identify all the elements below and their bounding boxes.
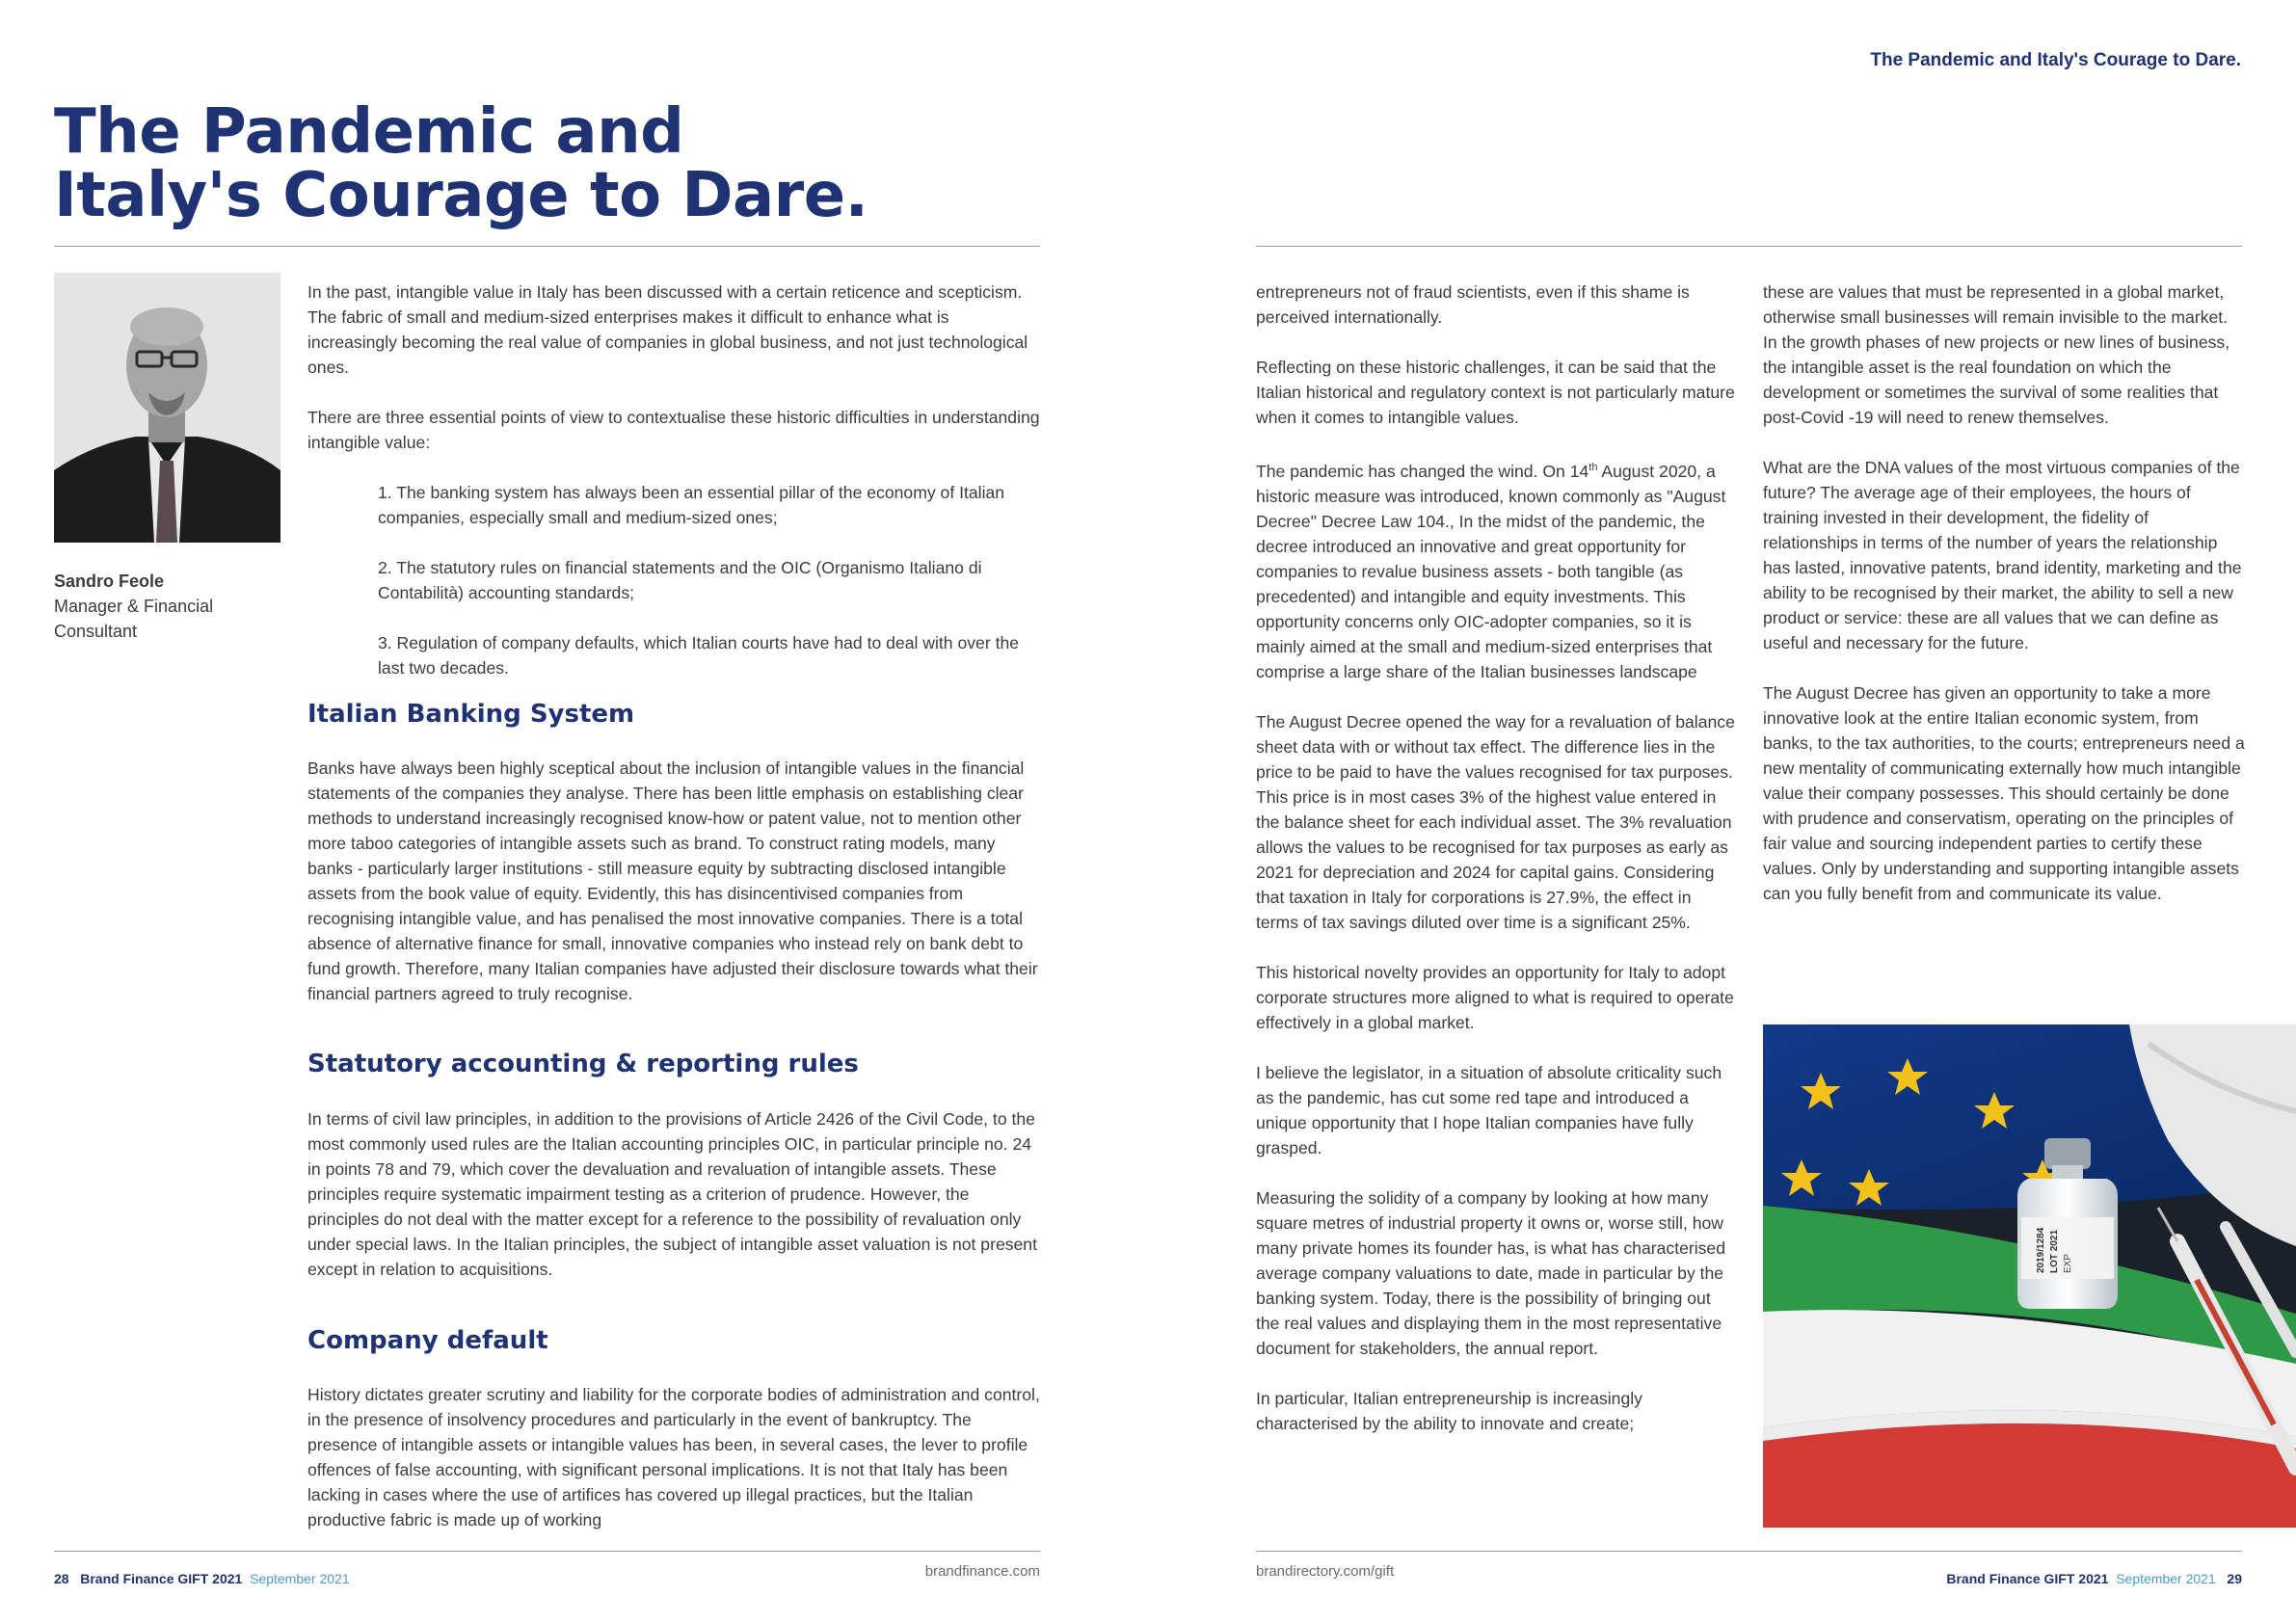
section-text-banking — [307, 756, 1042, 1006]
col3-p3-after: August 2020, a historic measure was introduced, known commonly as "August Decree" Decree Law 104., In the midst of the pandemic, the decree introduced an innovative and great opportunity for companies to revalue business assets - both tangible (as precedented) and intangible and equity investments. This opportunity concerns only OIC-adopter companies, so it is mainly aimed at the small and medium-sized enterprises that comprise a large share of the Italian businesses landscape — [1256, 461, 1726, 681]
points-list — [307, 480, 1042, 680]
title-line-2: Italy's Courage to Dare. — [54, 160, 868, 231]
page-number-right: 29 — [2227, 1571, 2242, 1586]
publication-right: Brand Finance GIFT 2021 — [1946, 1571, 2109, 1586]
author-portrait-image — [54, 273, 280, 543]
left-top-rule — [54, 246, 1040, 247]
col4-paragraph-3: The August Decree has given an opportunity to take a more innovative look at the entire Italian economic system, from banks, to the tax authorities, to the courts; entrepreneurs need a new mentality of communicating externally how much intangible value their company possesses. This should certainly be done with prudence and conservatism, operating on the principles of fair value and sourcing independent parties to certify these values. Only by understanding and supporting intangible assets can you fully benefit from and communicate its value. — [1763, 683, 2245, 903]
vial-label-line-1: 2019/1284 — [2036, 1227, 2046, 1273]
author-role-line-2: Consultant — [54, 622, 138, 641]
intro-paragraph-1: In the past, intangible value in Italy has been discussed with a certain reticence and scepticism. The fabric of small and medium-sized enterprises makes it difficult to enhance what is increasingly becoming the real value of companies in global business, and not just technological ones. — [307, 282, 1028, 377]
section-heading-banking: Italian Banking System — [307, 700, 635, 729]
section-heading-statutory: Statutory accounting & reporting rules — [307, 1050, 859, 1078]
vaccine-flag-photo — [1763, 1024, 2296, 1528]
publication-left: Brand Finance GIFT 2021 — [80, 1571, 243, 1586]
left-bottom-rule — [54, 1551, 1040, 1552]
section-text-default — [307, 1382, 1042, 1532]
running-head: The Pandemic and Italy's Courage to Dare. — [1870, 50, 2241, 70]
title-line-1: The Pandemic and — [54, 96, 684, 168]
right-page-column-1 — [1256, 279, 1736, 1436]
author-role-line-1: Manager & Financial — [54, 597, 214, 616]
col3-paragraph-1: entrepreneurs not of fraud scientists, even if this shame is perceived internationally. — [1256, 282, 1690, 327]
section-heading-default: Company default — [307, 1326, 548, 1355]
left-page-main-column — [307, 279, 1042, 680]
vial-label-line-3: EXP — [2063, 1253, 2073, 1273]
col3-p3-before: The pandemic has changed the wind. On 14 — [1256, 461, 1589, 481]
author-name: Sandro Feole — [54, 572, 165, 591]
date-left: September 2021 — [250, 1571, 350, 1586]
banking-paragraph: Banks have always been highly sceptical about the inclusion of intangible values in the financial statements of the companies they analyse. There has been little emphasis on establishing clear methods to understand increasingly recognised know-how or patent value, not to mention other more taboo categories of intangible assets such as brand. To construct rating models, many banks - particularly larger institutions - still measure equity by subtracting disclosed intangible assets from the book value of equity. Evidently, this has disincentivised companies from recognising intangible value, and has penalised the most innovative companies. There is a total absence of alternative finance for small, innovative companies who instead rely on bank debt to fund growth. Therefore, many Italian companies have adjusted their disclosure towards what their financial partners agreed to truly recognise. — [307, 758, 1038, 1003]
col3-paragraph-6: I believe the legislator, in a situation of absolute criticality such as the pandemic, has cut some red tape and introduced a unique opportunity that I hope Italian companies have fully grasped. — [1256, 1062, 1722, 1157]
col3-paragraph-8: In particular, Italian entrepreneurship is increasingly characterised by the ability to innovate and create; — [1256, 1388, 1642, 1433]
vial-label-line-2: LOT 2021 — [2049, 1229, 2060, 1273]
footer-right — [1946, 1571, 2242, 1586]
col3-paragraph-5: This historical novelty provides an opportunity for Italy to adopt corporate structures more aligned to what is required to operate effectively in a global market. — [1256, 962, 1734, 1032]
col3-p3-sup: th — [1589, 462, 1598, 473]
footer-url-right[interactable]: brandirectory.com/gift — [1256, 1563, 1395, 1580]
point-2: 2. The statutory rules on financial statements and the OIC (Organismo Italiano di Contabilità) accounting standards; — [378, 558, 982, 602]
col3-paragraph-7: Measuring the solidity of a company by looking at how many square metres of industrial property it owns or, worse still, how many private homes its founder has, is what has characterised average company valuations to date, made in particular by the banking system. Today, there is the possibility of bringing out the real values and displaying them in the most representative document for stakeholders, the annual report. — [1256, 1187, 1725, 1358]
right-page-column-2 — [1763, 279, 2245, 906]
page-title — [54, 96, 1018, 231]
right-top-rule — [1256, 246, 2242, 247]
footer-left — [54, 1571, 350, 1586]
col4-paragraph-2: What are the DNA values of the most virtuous companies of the future? The average age of their employees, the hours of training invested in their development, the fidelity of relationships in terms of the number of years the relationship has lasted, innovative patents, brand identity, marketing and the ability to be recognised by their market, the ability to sell a new product or service: these are all values that we can define as useful and necessary for the future. — [1763, 458, 2242, 652]
col3-paragraph-4: The August Decree opened the way for a revaluation of balance sheet data with or without tax effect. The difference lies in the price to be paid to have the values recognised for tax purposes. This price is in most cases 3% of the highest value entered in the balance sheet for each individual asset. The 3% revaluation allows the values to be recognised for tax purposes as early as 2021 for depreciation and 2024 for capital gains. Considering that taxation in Italy for corporations is 27.9%, the effect in terms of tax savings diluted over time is a significant 25%. — [1256, 711, 1735, 932]
default-paragraph: History dictates greater scrutiny and liability for the corporate bodies of administration and control, in the presence of insolvency procedures and particularly in the event of bankruptcy. The presence of intangible assets or intangible values has been, in several cases, the lever to profile offences of false accounting, with significant personal implications. It is not that Italy has been lacking in cases where the use of artifices has covered up illegal practices, but the Italian productive fabric is made up of working — [307, 1385, 1040, 1530]
author-photo — [54, 273, 280, 543]
point-1: 1. The banking system has always been an essential pillar of the economy of Italian companies, especially small and medium-sized ones; — [378, 483, 1005, 527]
statutory-paragraph: In terms of civil law principles, in addition to the provisions of Article 2426 of the Civil Code, to the most commonly used rules are the Italian accounting principles OIC, in particular principle no. 24 in points 78 and 79, which cover the devaluation and revaluation of intangible assets. These principles require systematic impairment testing as a criterion of prudence. However, the principles do not deal with the matter except for a reference to the possibility of revaluation only under special laws. In the Italian principles, the subject of intangible asset valuation is not present except in relation to acquisitions. — [307, 1109, 1037, 1279]
col3-paragraph-2: Reflecting on these historic challenges, it can be said that the Italian historical and regulatory context is not particularly mature when it comes to intangible values. — [1256, 358, 1735, 427]
author-caption — [54, 569, 213, 644]
date-right: September 2021 — [2116, 1571, 2216, 1586]
intro-paragraph-2: There are three essential points of view to contextualise these historic difficulties in understanding intangible value: — [307, 408, 1040, 452]
section-text-statutory — [307, 1106, 1042, 1282]
right-bottom-rule — [1256, 1551, 2242, 1552]
page-number-left: 28 — [54, 1571, 69, 1586]
footer-url-left[interactable]: brandfinance.com — [924, 1563, 1040, 1580]
col4-paragraph-1: these are values that must be represented in a global market, otherwise small businesses will remain invisible to the market. In the growth phases of new projects or new lines of business, the intangible asset is the real foundation on which the development or sometimes the survival of some realities that post-Covid -19 will need to renew themselves. — [1763, 282, 2230, 427]
col3-paragraph-3 — [1256, 455, 1736, 684]
point-3: 3. Regulation of company defaults, which Italian courts have had to deal with over the last two decades. — [378, 633, 1020, 678]
vaccine-flag-image — [1763, 1024, 2296, 1528]
